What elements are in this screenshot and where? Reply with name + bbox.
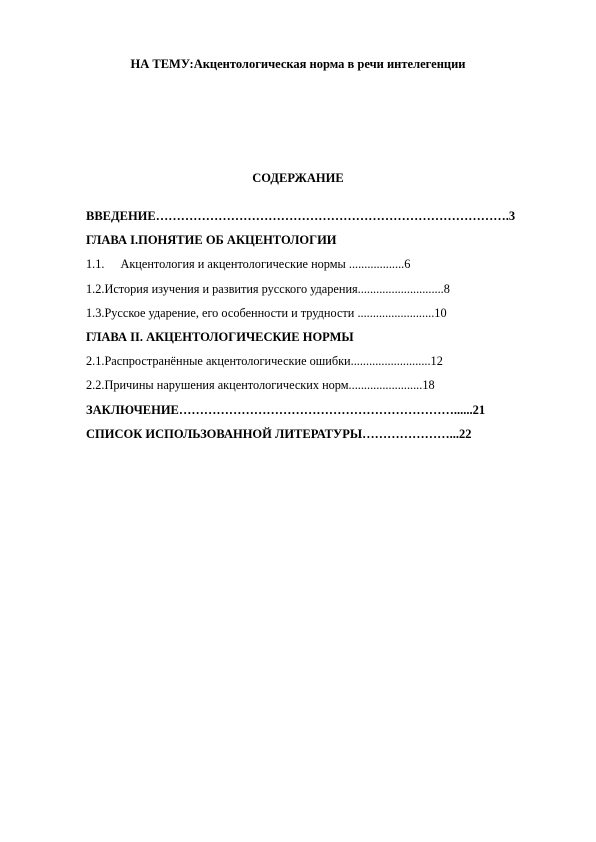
toc-entry-2-1: 2.1.Распространённые акцентологические ошибки..........................12 (86, 354, 443, 369)
toc-entry-number: 1.1. (86, 257, 105, 272)
toc-entry-introduction: ВВЕДЕНИЕ………………………………………………………………………….3 (86, 209, 516, 223)
toc-entry-1-2: 1.2.История изучения и развития русского ударения............................8 (86, 281, 450, 296)
toc-entry-chapter-2: ГЛАВА II. АКЦЕНТОЛОГИЧЕСКИЕ НОРМЫ (86, 329, 354, 344)
toc-entry-label: Акцентология и акцентологические нормы ..................6 (120, 257, 411, 272)
toc-entry-2-2: 2.2.Причины нарушения акцентологических норм........................18 (86, 378, 435, 393)
toc-entry-bibliography: СПИСОК ИСПОЛЬЗОВАННОЙ ЛИТЕРАТУРЫ…………………...22 (86, 426, 472, 441)
toc-entry-1-1 (86, 252, 556, 276)
toc-entry-conclusion: ЗАКЛЮЧЕНИЕ…………………………………………………………......21 (86, 402, 486, 417)
toc-entry-1-3: 1.3.Русское ударение, его особенности и трудности .........................10 (86, 305, 447, 320)
table-of-contents (86, 204, 556, 446)
toc-entry-chapter-1: ГЛАВА I.ПОНЯТИЕ ОБ АКЦЕНТОЛОГИИ (86, 233, 337, 248)
contents-heading: СОДЕРЖАНИЕ (252, 171, 344, 185)
page-title: НА ТЕМУ:Акцентологическая норма в речи интелегенции (130, 57, 466, 71)
